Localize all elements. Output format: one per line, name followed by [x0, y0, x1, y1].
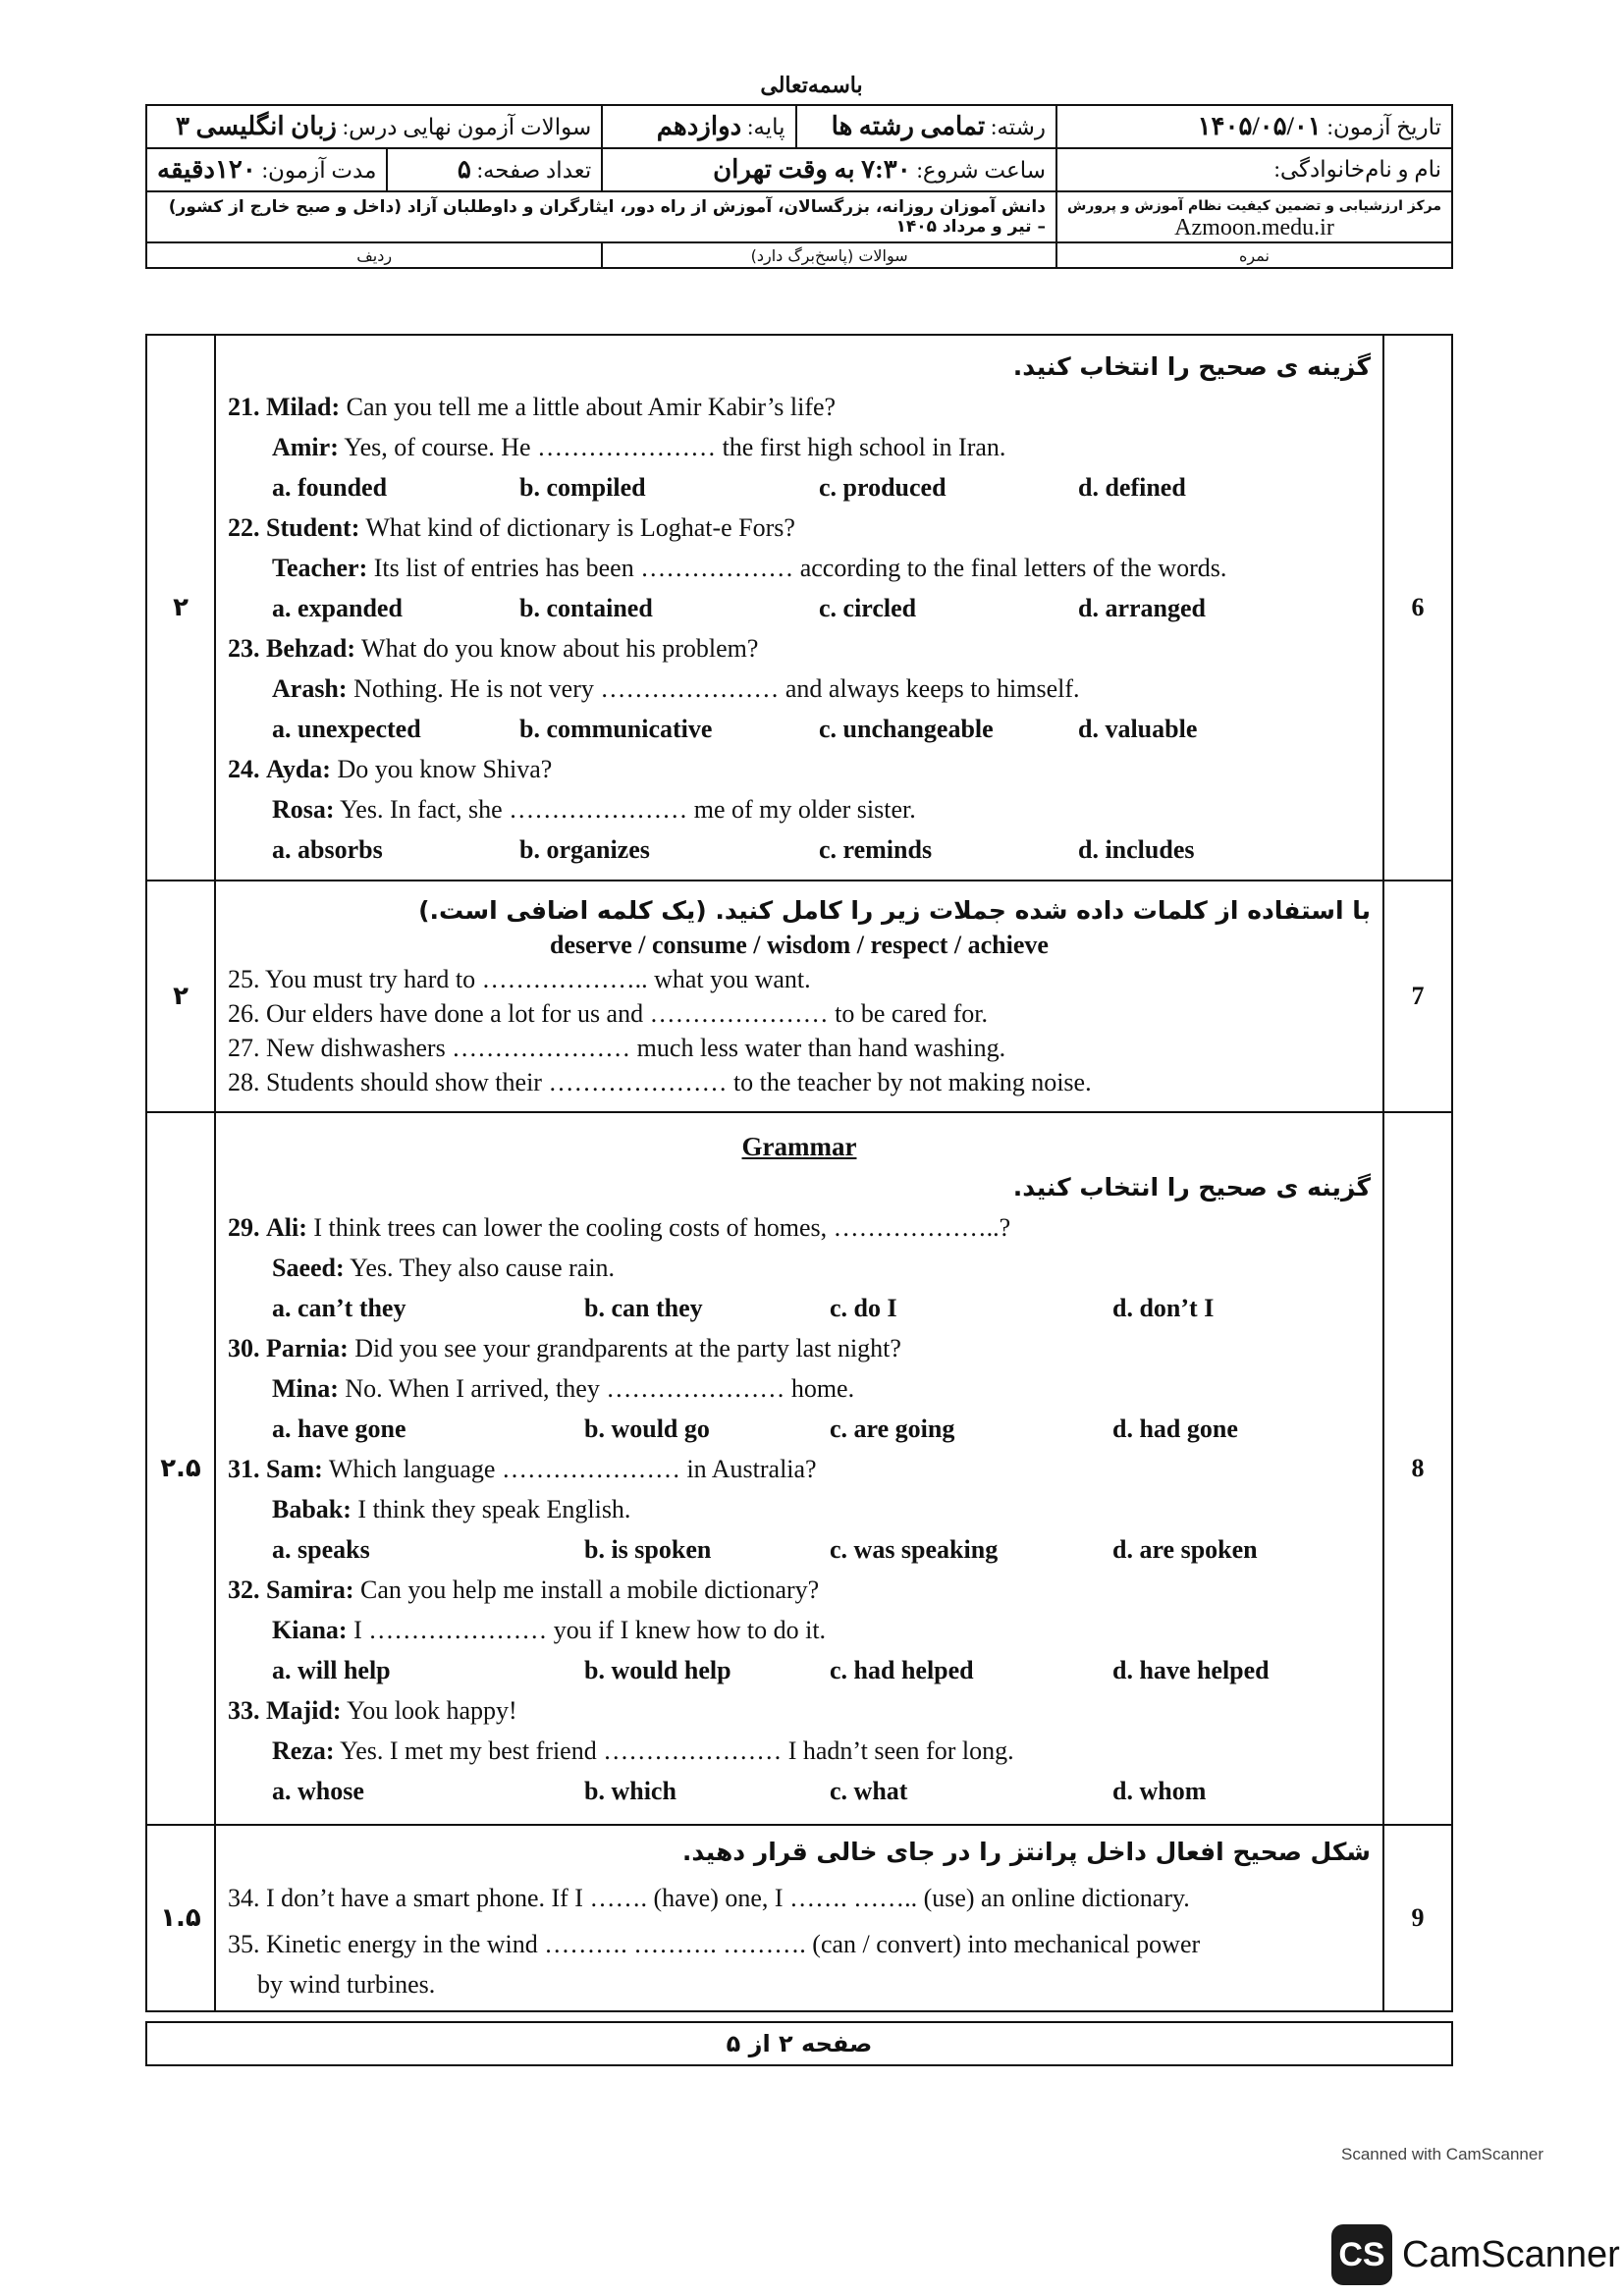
option-c[interactable]: c. circled [819, 593, 917, 622]
start-label: ساعت شروع: [916, 158, 1046, 183]
question-number: 24. [228, 754, 260, 783]
question-block [228, 628, 1371, 749]
option-b[interactable]: b. contained [519, 593, 653, 622]
speaker: Milad: [266, 392, 341, 421]
option-d[interactable]: d. had gone [1112, 1414, 1238, 1443]
exam-title-value: زبان انگلیسی ۳ [176, 112, 337, 140]
section-score: ۲ [146, 335, 215, 881]
option-c[interactable]: c. was speaking [830, 1534, 999, 1564]
options-row [228, 1288, 1371, 1328]
answer-text: No. When I arrived, they ………………… home. [345, 1373, 855, 1403]
field-label: رشته: [990, 115, 1046, 139]
option-d[interactable]: d. valuable [1078, 714, 1198, 743]
answer-line [228, 548, 1371, 588]
exam-header [145, 104, 1453, 269]
section-row-number: 9 [1383, 1825, 1452, 2011]
option-c[interactable]: c. unchangeable [819, 714, 994, 743]
option-c[interactable]: c. reminds [819, 834, 933, 864]
option-b[interactable]: b. can they [584, 1293, 703, 1322]
grade-label: پایه: [746, 115, 785, 139]
question-number: 33. [228, 1695, 260, 1725]
section-instruction: شکل صحیح افعال داخل پرانتز را در جای خالی قرار دهید. [681, 1838, 1371, 1866]
option-a[interactable]: a. will help [272, 1655, 391, 1684]
start-cell [602, 148, 1056, 191]
speaker: Mina: [272, 1373, 339, 1403]
date-label: تاریخ آزمون: [1326, 115, 1441, 139]
fill-sentence: 28. Students should show their ………………… to the teacher by not making noise. [228, 1068, 1092, 1096]
option-a[interactable]: a. expanded [272, 593, 403, 622]
page-footer: صفحه ۲ از ۵ [145, 2021, 1453, 2066]
speaker: Behzad: [266, 633, 355, 663]
option-d[interactable]: d. whom [1112, 1776, 1207, 1805]
name-label: نام و نام‌خانوادگی: [1273, 157, 1441, 182]
option-a[interactable]: a. whose [272, 1776, 364, 1805]
fill-sentence: 34. I don’t have a smart phone. If I ……. (have) one, I ……. …….. (use) an online dictionary. [228, 1884, 1190, 1912]
answer-line [228, 668, 1371, 709]
option-b[interactable]: b. is spoken [584, 1534, 712, 1564]
option-a[interactable]: a. founded [272, 472, 388, 502]
exam-title-label: سوالات آزمون نهایی درس: [342, 115, 592, 139]
option-d[interactable]: d. are spoken [1112, 1534, 1258, 1564]
section-row-number: 6 [1383, 335, 1452, 881]
options-row [228, 1529, 1371, 1570]
duration-cell [147, 149, 387, 190]
camscanner-icon: CS [1331, 2224, 1392, 2285]
speaker: Student: [266, 512, 360, 542]
section-instruction: با استفاده از کلمات داده شده جملات زیر را کامل کنید. (یک کلمه اضافی است.) [418, 896, 1371, 925]
question-block [228, 1207, 1371, 1328]
question-text: What do you know about his problem? [361, 633, 759, 663]
fill-sentence: 27. New dishwashers ………………… much less water than hand washing. [228, 1034, 1006, 1062]
speaker: Parnia: [266, 1333, 349, 1362]
grade-value: دوازدهم [656, 112, 742, 140]
question-block [228, 1328, 1371, 1449]
camscanner-logo [1331, 2224, 1620, 2285]
answer-line [228, 427, 1371, 467]
speaker: Kiana: [272, 1615, 348, 1644]
question-text: Can you help me install a mobile dictionary? [360, 1575, 820, 1604]
options-row [228, 1409, 1371, 1449]
option-c[interactable]: c. do I [830, 1293, 897, 1322]
options-row [228, 1650, 1371, 1690]
option-c[interactable]: c. had helped [830, 1655, 974, 1684]
question-number: 32. [228, 1575, 260, 1604]
option-d[interactable]: d. don’t I [1112, 1293, 1215, 1322]
speaker: Ali: [266, 1212, 307, 1242]
answer-text: Its list of entries has been ……………… according to the final letters of the words. [373, 553, 1227, 582]
pages-value: ۵ [457, 155, 471, 184]
answer-line [228, 1489, 1371, 1529]
question-number: 30. [228, 1333, 260, 1362]
option-a[interactable]: a. speaks [272, 1534, 370, 1564]
center-name: مرکز ارزشیابی و تضمین کیفیت نظام آموزش و پرورش [1066, 198, 1441, 214]
date-cell [1056, 105, 1452, 148]
options-row [228, 709, 1371, 749]
question-line [228, 507, 1371, 548]
section-row-number: 8 [1383, 1112, 1452, 1825]
speaker: Amir: [272, 432, 339, 461]
field-cell [796, 105, 1056, 148]
duration-value: ۱۲۰دقیقه [157, 155, 256, 184]
option-a[interactable]: a. unexpected [272, 714, 421, 743]
answer-text: Yes, of course. He ………………… the first high school in Iran. [344, 432, 1006, 461]
answer-line [228, 789, 1371, 829]
option-b[interactable]: b. would go [584, 1414, 710, 1443]
question-number: 23. [228, 633, 260, 663]
fill-sentence: 25. You must try hard to ……………….. what you want. [228, 965, 811, 993]
question-line [228, 1207, 1371, 1248]
questions-table [145, 334, 1453, 2012]
pages-label: تعداد صفحه: [476, 158, 592, 183]
option-c[interactable]: c. are going [830, 1414, 955, 1443]
option-d[interactable]: d. includes [1078, 834, 1195, 864]
options-row [228, 1771, 1371, 1811]
answer-text: Nothing. He is not very ………………… and always keeps to himself. [353, 673, 1080, 703]
exam-title-cell [146, 105, 602, 148]
question-line [228, 1570, 1371, 1610]
speaker: Rosa: [272, 794, 335, 824]
option-b[interactable]: b. communicative [519, 714, 713, 743]
question-text: I think trees can lower the cooling costs of homes, ………………..? [313, 1212, 1011, 1242]
answer-text: I ………………… you if I knew how to do it. [353, 1615, 827, 1644]
question-block [228, 749, 1371, 870]
pages-duration-cell [146, 148, 602, 191]
speaker: Teacher: [272, 553, 368, 582]
question-number: 22. [228, 512, 260, 542]
question-line [228, 1690, 1371, 1731]
section-row-number: 7 [1383, 881, 1452, 1112]
section-row [146, 881, 1452, 1112]
question-text: You look happy! [347, 1695, 517, 1725]
answer-line [228, 1610, 1371, 1650]
section-score: ۲ [146, 881, 215, 1112]
section-title: Grammar [741, 1131, 857, 1161]
camscanner-brand: CamScanner [1402, 2233, 1620, 2275]
question-text: Which language ………………… in Australia? [328, 1454, 817, 1483]
speaker: Saeed: [272, 1253, 345, 1282]
question-line [228, 628, 1371, 668]
option-b[interactable]: b. would help [584, 1655, 731, 1684]
name-cell [1056, 148, 1452, 191]
question-text: Can you tell me a little about Amir Kabir’s life? [346, 392, 837, 421]
question-block [228, 387, 1371, 507]
fill-sentence-continued: by wind turbines. [257, 1970, 436, 1999]
answer-line [228, 1248, 1371, 1288]
option-a[interactable]: a. have gone [272, 1414, 406, 1443]
section-body [215, 1112, 1383, 1825]
question-number: 29. [228, 1212, 260, 1242]
options-row [228, 829, 1371, 870]
question-block [228, 1690, 1371, 1811]
question-text: What kind of dictionary is Loghat-e Fors? [365, 512, 795, 542]
option-d[interactable]: d. defined [1078, 472, 1186, 502]
question-line [228, 387, 1371, 427]
start-value: ۷:۳۰ به وقت تهران [713, 155, 911, 184]
speaker: Arash: [272, 673, 348, 703]
question-line [228, 1328, 1371, 1368]
question-block [228, 1570, 1371, 1690]
question-line [228, 1449, 1371, 1489]
question-number: 21. [228, 392, 260, 421]
answer-text: Yes. They also cause rain. [350, 1253, 616, 1282]
answer-line [228, 1731, 1371, 1771]
top-heading: باسمه‌تعالی [760, 73, 863, 97]
question-block [228, 1449, 1371, 1570]
options-row [228, 467, 1371, 507]
section-instruction: گزینه ی صحیح را انتخاب کنید. [1012, 1172, 1371, 1201]
col-questions-header: سوالات (پاسخ‌برگ دارد) [602, 242, 1056, 268]
col-score-header: نمره [1056, 242, 1452, 268]
section-score: ۱.۵ [146, 1825, 215, 2011]
scanner-caption: Scanned with CamScanner [1341, 2145, 1544, 2163]
options-row [228, 588, 1371, 628]
answer-text: I think they speak English. [357, 1494, 631, 1523]
option-a[interactable]: a. can’t they [272, 1293, 406, 1322]
section-instruction: گزینه ی صحیح را انتخاب کنید. [1012, 351, 1371, 381]
duration-label: مدت آزمون: [261, 158, 377, 183]
answer-line [228, 1368, 1371, 1409]
question-line [228, 749, 1371, 789]
field-value: تمامی رشته ها [831, 112, 986, 140]
center-cell [1056, 191, 1452, 242]
fill-sentence: 26. Our elders have done a lot for us and ………………… to be cared for. [228, 999, 989, 1028]
grade-cell [602, 105, 795, 148]
speaker: Babak: [272, 1494, 352, 1523]
word-bank: deserve / consume / wisdom / respect / achieve [550, 931, 1049, 959]
option-c[interactable]: c. what [830, 1776, 908, 1805]
section-row [146, 1825, 1452, 2011]
date-value: ۱۴۰۵/۰۵/۰۱ [1197, 112, 1322, 140]
section-row [146, 335, 1452, 881]
speaker: Sam: [266, 1454, 323, 1483]
question-number: 31. [228, 1454, 260, 1483]
question-text: Did you see your grandparents at the party last night? [354, 1333, 901, 1362]
pages-cell [387, 149, 601, 190]
answer-text: Yes. In fact, she ………………… me of my older sister. [340, 794, 916, 824]
audience-cell: دانش آموزان روزانه، بزرگسالان، آموزش از راه دور، ایثارگران و داوطلبان آزاد (داخل و صبح خارج از کشور) – تیر و مرداد ۱۴۰۵ [146, 191, 1056, 242]
option-d[interactable]: d. arranged [1078, 593, 1206, 622]
option-b[interactable]: b. compiled [519, 472, 646, 502]
question-block [228, 507, 1371, 628]
section-body [215, 1825, 1383, 2011]
speaker: Majid: [266, 1695, 342, 1725]
question-text: Do you know Shiva? [337, 754, 553, 783]
speaker: Ayda: [266, 754, 331, 783]
option-c[interactable]: c. produced [819, 472, 947, 502]
col-row-header: ردیف [146, 242, 602, 268]
section-body [215, 335, 1383, 881]
section-body [215, 881, 1383, 1112]
option-b[interactable]: b. organizes [519, 834, 650, 864]
speaker: Reza: [272, 1735, 335, 1765]
option-b[interactable]: b. which [584, 1776, 676, 1805]
option-d[interactable]: d. have helped [1112, 1655, 1270, 1684]
answer-text: Yes. I met my best friend ………………… I hadn’t seen for long. [340, 1735, 1014, 1765]
website: Azmoon.medu.ir [1174, 215, 1334, 240]
fill-sentence: 35. Kinetic energy in the wind ………. ………. ………. (can / convert) into mechanical power [228, 1930, 1201, 1958]
option-a[interactable]: a. absorbs [272, 834, 383, 864]
speaker: Samira: [266, 1575, 354, 1604]
section-row [146, 1112, 1452, 1825]
section-score: ۲.۵ [146, 1112, 215, 1825]
